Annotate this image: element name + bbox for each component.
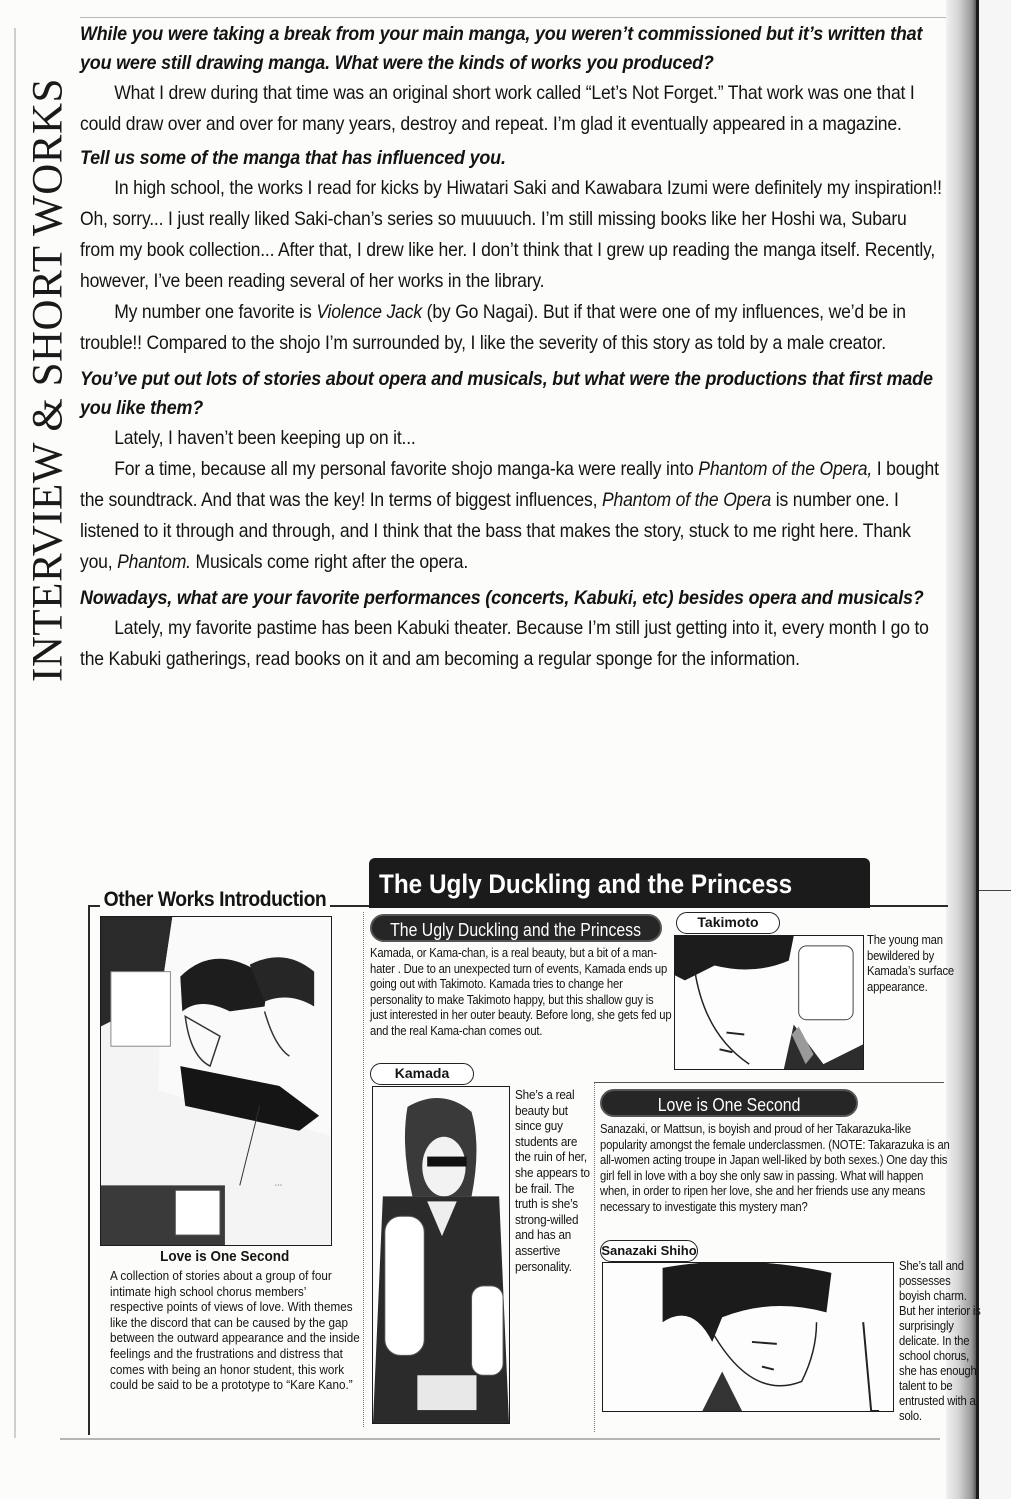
side-title xyxy=(20,30,76,730)
question: Tell us some of the manga that has influenced you. xyxy=(80,147,506,169)
qa-block-4 xyxy=(80,584,950,675)
title-emphasis: Violence Jack xyxy=(316,301,422,323)
work-description-text: A collection of stories about a group of four intimate high school chorus members’ respective points of views of love. With themes like the discord that can be caused by the gap between the outward appearance and the inside feelings and the frustrations and distress that comes with being an honor student, this work could be said to be a prototype to “Kare Kano.” xyxy=(110,1268,360,1393)
question: You’ve put out lots of stories about opera and musicals, but what were the productions that first made you like them? xyxy=(80,368,933,419)
pill-title-love-is-one-second xyxy=(600,1089,858,1117)
caption-text: She’s a real beauty but since guy students are the ruin of her, she appears to be frail. The truth is she’s strong-willed and has an assertive personality. xyxy=(515,1087,590,1274)
synopsis-text: Sanazaki, or Mattsun, is boyish and proud of her Takarazuka-like popularity amongst the female underclassmen. (NOTE: Takarazuka is an all-women acting troupe in Japan well-liked by both sexes.) One day this girl fell in love with a boy she only saw in passing. What will happen when, in order to ripen her love, she and her friends use any means necessary to investigate this mystery man? xyxy=(600,1122,950,1214)
artwork-love-is-one-second-cover xyxy=(100,916,332,1246)
text-run: is number one. I listened to it through and through, and I think that the bass that makes the story, stuck to me right here. Thank you, xyxy=(80,489,911,573)
caption-text: The young man bewildered by Kamada’s surface appearance. xyxy=(867,933,954,994)
answer-paragraph: In high school, the works I read for kicks by Hiwatari Saki and Kawabara Izumi were definitely my inspiration!! Oh, sorry... I just really liked Saki-chan’s series so muuuuch. I’m still missing books like her Hoshi wa, Subaru from my book collection... After that, I drew like her. I don’t think that I grew up reading the manga itself. Recently, however, I’ve been reading several of her works in the library. xyxy=(80,177,942,292)
work-description xyxy=(110,1268,360,1393)
text-run: My number one favorite is xyxy=(114,301,317,323)
answer-paragraph xyxy=(80,454,944,578)
text-run: I bought the soundtrack. And that was the key! In terms of biggest influences, xyxy=(80,458,939,511)
pill-title-text: Love is One Second xyxy=(657,1095,801,1115)
synopsis-ugly-duckling xyxy=(370,946,670,1039)
character-caption-kamada xyxy=(515,1087,595,1274)
answer-paragraph xyxy=(80,613,931,675)
manga-illustration-icon xyxy=(603,1263,893,1411)
block-frame-left xyxy=(594,1082,595,1432)
adjacent-page xyxy=(979,0,1011,1499)
column-divider xyxy=(363,912,364,1427)
answer xyxy=(80,173,944,359)
character-caption-sanazaki-shiho xyxy=(899,1259,981,1424)
character-tag-kamada: Kamada xyxy=(370,1063,474,1085)
svg-text:…: … xyxy=(274,1178,283,1188)
answer xyxy=(80,78,944,140)
top-rule xyxy=(80,17,950,18)
adjacent-page-rule xyxy=(979,890,1011,891)
character-tag-sanazaki-shiho: Sanazaki Shiho xyxy=(600,1240,698,1262)
feature-banner xyxy=(369,858,870,908)
question: Nowadays, what are your favorite performances (concerts, Kabuki, etc) besides opera and musicals? xyxy=(80,587,924,609)
text-run: Lately, my favorite pastime has been Kabuki theater. Because I’m still just getting into it, every month I go to the Kabuki gatherings, read books on it and am becoming a regular sponge for the information. xyxy=(80,617,929,670)
manga-illustration-icon xyxy=(373,1087,509,1423)
text-run: Musicals come right after the opera. xyxy=(190,551,469,573)
title-emphasis: Phantom. xyxy=(117,551,191,573)
answer-paragraph: Lately, I haven’t been keeping up on it... xyxy=(114,427,416,449)
character-tag-takimoto: Takimoto xyxy=(676,912,780,934)
title-emphasis: Phantom of the Opera, xyxy=(698,458,873,480)
caption-text: She’s tall and possesses boyish charm. But her interior is surprisingly delicate. In the school chorus, she has enough talent to be entrusted with a solo. xyxy=(899,1259,981,1423)
text-run: (by Go Nagai). But if that were one of my influences, we’d be in trouble!! Compared to the shojo I’m surrounded by, I like the severity of this story as told by a male creator. xyxy=(80,301,906,354)
synopsis-text: Kamada, or Kama-chan, is a real beauty, but a bit of a man-hater . Due to an unexpected turn of events, Kamada ends up going out with Takimoto. Kamada tries to change her personality to make Takimoto happy, but this shallow guy is just interested in her outer beauty. Before long, she gets fed up and the real Kama-chan comes out. xyxy=(370,946,672,1038)
banner-title: The Ugly Duckling and the Princess xyxy=(379,869,793,899)
block-frame-top xyxy=(594,1082,944,1083)
side-title-text: INTERVIEW & SHORT WORKS xyxy=(24,78,72,682)
title-emphasis: Phantom of the Opera xyxy=(602,489,772,511)
artwork-kamada xyxy=(372,1086,510,1424)
interview-body xyxy=(80,20,950,675)
qa-block-1 xyxy=(80,20,950,140)
artwork-takimoto xyxy=(674,935,864,1070)
text-run: For a time, because all my personal favorite shojo manga-ka were really into xyxy=(114,458,699,480)
manga-illustration-icon xyxy=(675,936,863,1069)
bottom-rule xyxy=(60,1438,940,1440)
pill-title-ugly-duckling xyxy=(370,914,662,942)
character-caption-takimoto xyxy=(867,933,965,995)
other-works-label: Other Works Introduction xyxy=(100,888,330,912)
manga-illustration-icon xyxy=(101,917,331,1245)
work-title-love-is-one-second xyxy=(100,1248,350,1265)
pill-title-text: The Ugly Duckling and the Princess xyxy=(390,920,642,940)
work-title-text: Love is One Second xyxy=(160,1248,290,1265)
qa-block-2 xyxy=(80,144,950,359)
answer xyxy=(80,423,944,578)
synopsis-love-is-one-second xyxy=(600,1122,952,1215)
answer-paragraph xyxy=(80,297,944,359)
answer xyxy=(80,613,929,675)
answer-paragraph: What I drew during that time was an original short work called “Let’s Not Forget.” That work was one that I could draw over and over for many years, destroy and repeat. I’m glad it eventually appeared in a magazine. xyxy=(80,82,915,135)
artwork-sanazaki-shiho xyxy=(602,1262,894,1412)
qa-block-3 xyxy=(80,365,950,578)
question: While you were taking a break from your main manga, you weren’t commissioned but it’s written that you were still drawing manga. What were the kinds of works you produced? xyxy=(80,23,923,74)
left-margin-rule xyxy=(14,28,16,1438)
